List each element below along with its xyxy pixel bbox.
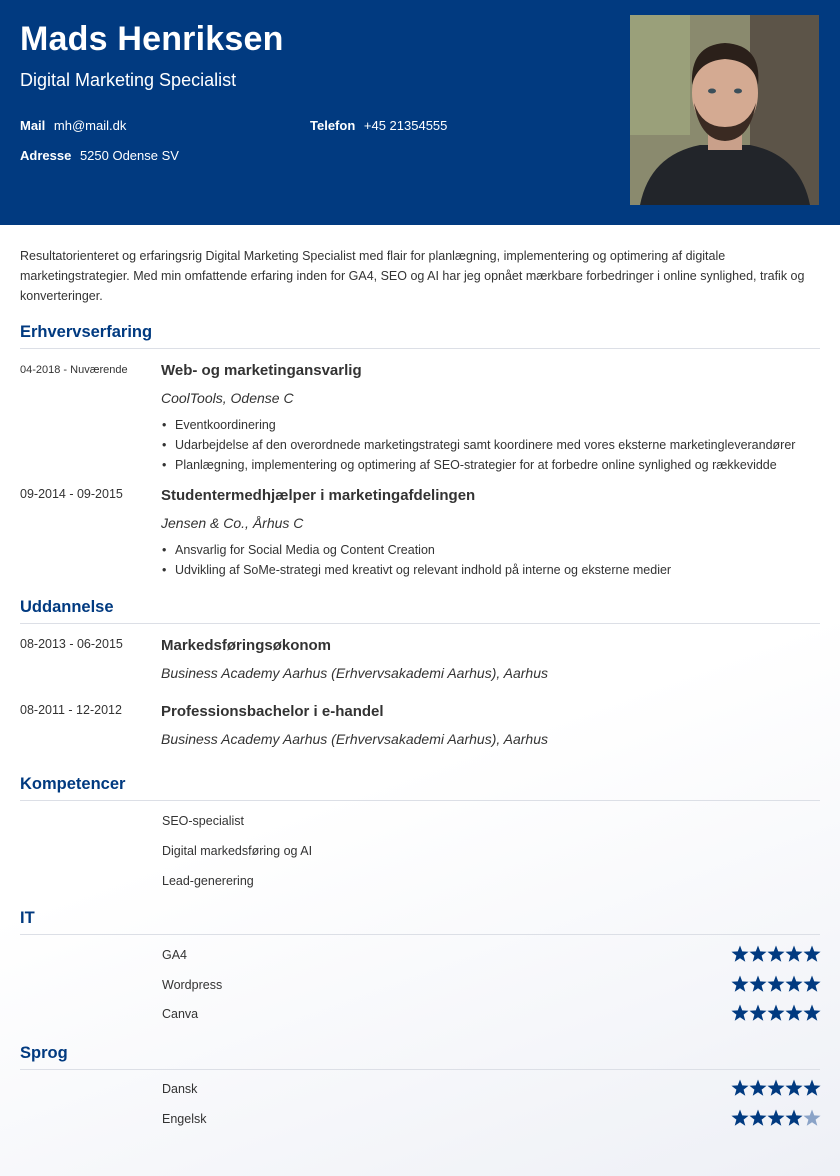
section-title-experience: Erhvervserfaring: [20, 323, 820, 349]
bullet-item: • Eventkoordinering: [161, 415, 795, 435]
education-school: Business Academy Aarhus (Erhvervsakademi Aarhus), Aarhus: [161, 731, 548, 747]
star-filled-icon: [767, 946, 784, 962]
education-date: 08-2013 - 06-2015: [20, 637, 123, 651]
star-filled-icon: [749, 1005, 766, 1021]
star-filled-icon: [749, 1080, 766, 1096]
star-filled-icon: [785, 976, 802, 992]
experience-bullets: [161, 415, 795, 475]
star-filled-icon: [767, 1005, 784, 1021]
rating-stars: [731, 945, 821, 963]
star-filled-icon: [731, 1080, 748, 1096]
rating-stars: [731, 975, 821, 993]
section-title-skills: Kompetencer: [20, 775, 820, 801]
it-skill-name: GA4: [162, 948, 188, 962]
it-skill-name: Wordpress: [162, 978, 223, 992]
address-label: Adresse: [20, 148, 72, 163]
rating-stars: [731, 1004, 821, 1022]
skill-item: SEO-specialist: [162, 814, 244, 828]
rating-stars-graphic: [731, 1079, 821, 1097]
it-skill-name: Canva: [162, 1007, 199, 1021]
bullet-item: • Udarbejdelse af den overordnede marketingstrategi samt koordinere med vores eksterne marketingleverandører: [161, 435, 795, 455]
bullet-item: • Udvikling af SoMe-strategi med kreativt og relevant indhold på interne og eksterne medier: [161, 560, 671, 580]
star-filled-icon: [767, 1080, 784, 1096]
experience-company: CoolTools, Odense C: [161, 390, 294, 406]
contact-mail: [20, 118, 126, 133]
star-filled-icon: [749, 946, 766, 962]
bullet-item: • Planlægning, implementering og optimering af SEO-strategier for at forbedre online synlighed og rækkevidde: [161, 455, 795, 475]
star-filled-icon: [785, 1005, 802, 1021]
star-filled-icon: [803, 1080, 820, 1096]
rating-stars-graphic: [731, 945, 821, 963]
mail-value[interactable]: mh@mail.dk: [53, 118, 127, 133]
job-title: Digital Marketing Specialist: [20, 70, 237, 90]
contact-address: [20, 148, 179, 163]
education-school: Business Academy Aarhus (Erhvervsakademi Aarhus), Aarhus: [161, 665, 548, 681]
contact-phone: [310, 118, 447, 133]
education-degree: Markedsføringsøkonom: [161, 637, 332, 654]
education-degree: Professionsbachelor i e-handel: [161, 703, 384, 720]
phone-label: Telefon: [310, 118, 356, 133]
star-filled-icon: [749, 976, 766, 992]
language-name: Engelsk: [162, 1112, 207, 1126]
skill-item: Lead-generering: [162, 874, 254, 888]
rating-stars: [731, 1109, 821, 1127]
experience-date: 09-2014 - 09-2015: [20, 487, 123, 501]
experience-company: Jensen & Co., Århus C: [161, 515, 304, 531]
mail-label: Mail: [20, 118, 46, 133]
star-filled-icon: [731, 976, 748, 992]
section-title-it: IT: [20, 909, 820, 935]
experience-role: Studentermedhjælper i marketingafdelingen: [161, 487, 476, 504]
education-date: 08-2011 - 12-2012: [20, 703, 122, 717]
star-filled-icon: [767, 1110, 784, 1126]
rating-stars-graphic: [731, 1004, 821, 1022]
star-filled-icon: [731, 1005, 748, 1021]
star-filled-icon: [785, 1110, 802, 1126]
candidate-name: Mads Henriksen: [20, 20, 284, 58]
section-title-education: Uddannelse: [20, 598, 820, 624]
rating-stars-graphic: [731, 975, 821, 993]
profile-summary: Resultatorienteret og erfaringsrig Digital Marketing Specialist med flair for planlægning, implementering og optimering af digitale marketingstrategier. Med min omfattende erfaring inden for GA4, SEO og AI har jeg opnået mærkbare forbedringer i online synlighed, trafik og konverteringer.: [20, 249, 805, 303]
resume-header: [0, 0, 840, 225]
star-empty-icon: [803, 1110, 820, 1126]
language-name: Dansk: [162, 1082, 198, 1096]
phone-value[interactable]: +45 21354555: [363, 118, 448, 133]
experience-bullets: [161, 540, 671, 580]
star-filled-icon: [803, 946, 820, 962]
profile-photo-illustration: [630, 15, 819, 205]
address-value: 5250 Odense SV: [79, 148, 179, 163]
star-filled-icon: [785, 946, 802, 962]
experience-role: Web- og marketingansvarlig: [161, 362, 362, 379]
star-filled-icon: [731, 946, 748, 962]
star-filled-icon: [785, 1080, 802, 1096]
section-title-languages: Sprog: [20, 1044, 820, 1070]
star-filled-icon: [803, 976, 820, 992]
experience-date: 04-2018 - Nuværende: [20, 364, 128, 376]
skill-item: Digital markedsføring og AI: [162, 844, 313, 858]
star-filled-icon: [803, 1005, 820, 1021]
rating-stars: [731, 1079, 821, 1097]
star-filled-icon: [731, 1110, 748, 1126]
star-filled-icon: [749, 1110, 766, 1126]
star-filled-icon: [767, 976, 784, 992]
bullet-item: • Ansvarlig for Social Media og Content Creation: [161, 540, 671, 560]
profile-photo: [630, 15, 819, 205]
rating-stars-graphic: [731, 1109, 821, 1127]
